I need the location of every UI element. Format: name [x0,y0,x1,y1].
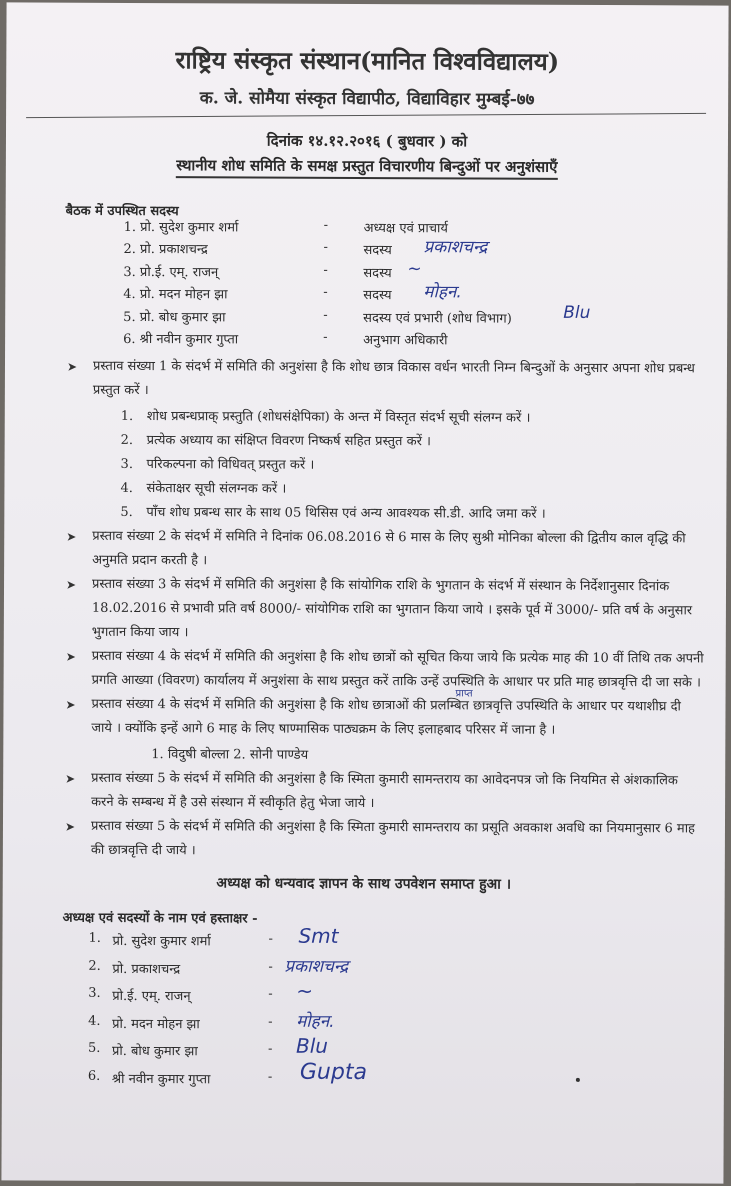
proposal-5 [63,688,703,770]
proposal-3 [64,573,704,648]
member-role: सदस्य [363,288,392,304]
proposal-text: प्रस्ताव संख्या 5 के संदर्भ में समिति की अनुशंसा है कि स्मिता कुमारी सामन्तराय का प्रसूति अवकाश अवधि का नियमानुसार 6 माह की छात्रवृत्ति दी जाये । [90,818,696,859]
signatory-signature: मोहन. [296,1011,335,1032]
proposal-2 [64,525,704,576]
signatory-row: 5. प्रो. बोध कुमार झा - Blu [87,1033,329,1060]
proposal-7 [63,815,703,866]
proposal-1 [64,355,705,528]
arrow-bullet-icon: ➤ [65,649,76,664]
signatory-name: प्रो. प्रकाशचन्द्र [112,961,181,977]
signatory-signature: Blu [295,1033,329,1058]
handwritten-insert: प्राप्त [455,688,473,700]
proposal-text: प्रस्ताव संख्या 4 के संदर्भ में समिति की अनुशंसा है कि शोध छात्रों को सूचित किया जाये कि प्रत्येक माह की 10 वीं तिथि तक अपनी प्रगति आख्या (विवरण) कार्यालय में अनुशंसा के साथ प्रस्तुत करें ताकि उन्हें उपस्थिति के आधार पर प्रति माह छात्रवृत्ति दी जा सके । [91,648,704,691]
attendance-heading: बैठक में उपस्थित सदस्य [65,203,179,220]
member-role: अध्यक्ष एवं प्राचार्य [363,220,448,237]
meeting-date: दिनांक १४.१२.२०१६ ( बुधवार ) को [266,131,468,151]
proposal-text: प्रस्ताव संख्या 3 के संदर्भ में समिति की अनुशंसा है कि सांयोगिक राशि के भुगतान के संदर्भ में संस्थान के निर्देशानुसार दिनांक 18.02.2016 से प्रभावी प्रति वर्ष 8000/- सांयोगिक राशि का भुगतान किया जाये । इसके पूर्व में 3000/- प्रति वर्ष के अनुसार भुगतान किया जाय । [91,576,693,641]
proposals-section [63,355,705,866]
member-signature: Blu [563,302,591,323]
member-dash: - [323,284,328,301]
member-row [123,329,683,354]
list-item: 2. प्रत्येक अध्याय का संक्षिप्त विवरण निष्कर्ष सहित प्रस्तुत करें । [120,432,432,450]
list-item: 4. संकेताक्षर सूची संलग्नक करें । [120,480,287,497]
member-name: 4. प्रो. मदन मोहन झा [123,287,228,303]
signatory-name: प्रो. सुदेश कुमार शर्मा [112,933,211,950]
proposal-sublist [151,743,703,769]
member-name: 6. श्री नवीन कुमार गुप्ता [123,331,239,348]
arrow-bullet-icon: ➤ [65,771,76,786]
member-role: सदस्य [363,265,392,281]
list-item: 3. परिकल्पना को विधिवत् प्रस्तुत करें । [120,456,315,473]
signatory-row: 6. श्री नवीन कुमार गुप्ता - Gupta [87,1059,368,1087]
list-item: 1. शोध प्रबन्धप्राक् प्रस्तुति (शोधसंक्षेपिका) के अन्त में विस्तृत संदर्भ सूची संलग्न करें । [120,408,531,426]
member-name: 2. प्रो. प्रकाशचन्द्र [123,242,208,258]
signatory-row: 2. प्रो. प्रकाशचन्द्र - प्रकाशचन्द्र [88,958,588,988]
arrow-bullet-icon: ➤ [65,697,76,712]
member-dash: - [323,262,328,278]
member-row [123,302,683,332]
ink-dot [576,1078,580,1082]
meeting-subject [6,154,728,177]
signatory-name: श्री नवीन कुमार गुप्ता [111,1071,211,1087]
signatory-signature: ~ [296,978,314,1003]
campus-title: क. जे. सोमैया संस्कृत विद्यापीठ, विद्याविहार मुम्बई-७७ [199,88,535,110]
member-row [123,284,683,309]
signatory-signature: Gupta [299,1059,368,1085]
proposal-text: प्रस्ताव संख्या 5 के संदर्भ में समिति की अनुशंसा है कि स्मिता कुमारी सामन्तराय का आवेदनपत्र जो कि नियमित से अंशकालिक करने के सम्बन्ध में है उसे संस्थान में स्वीकृति हेतु भेजा जाये । [91,770,678,812]
list-item: 1. विदुषी बोल्ला 2. सोनी पाण्डेय [151,747,309,763]
signatory-name: प्रो. मदन मोहन झा [112,1016,200,1032]
attendance-list [123,217,684,354]
signatory-row: 3. प्रो.ई. एम्. राजन् - ~ [88,978,314,1005]
member-row [123,258,683,287]
member-dash: - [323,240,328,256]
closing-statement: अध्यक्ष को धन्यवाद ज्ञापन के साथ उपवेशन समाप्त हुआ । [216,875,512,893]
member-signature: मोहन. [423,282,462,303]
signatories-list [87,923,589,1098]
signatory-row: 4. प्रो. मदन मोहन झा - मोहन. [88,1013,588,1043]
arrow-bullet-icon: ➤ [66,359,78,374]
document-page [1,2,728,1183]
member-role: सदस्य [363,243,392,259]
proposal-text: प्रस्ताव संख्या 4 के संदर्भ में समिति की अनुशंसा है कि शोध छात्राओं की प्रलम्बित छात्रवृत्ति उपस्थिति के आधार पर यथाशीघ्र दी जाये । क्योंकि इन्हें आगे 6 माह के लिए षाण्मासिक पाठ्यक्रम के लिए इलाहबाद परिसर में जाना है । [91,696,681,738]
proposal-4 [64,645,704,696]
list-item: 5. पाँच शोध प्रबन्ध सार के साथ 05 थिसिस एवं अन्य आवश्यक सी.डी. आदि जमा करें । [120,504,546,522]
proposal-text: प्रस्ताव संख्या 1 के संदर्भ में समिति की अनुशंसा है कि शोध छात्र विकास वर्धन भारती निम्न बिन्दुओं के अनुसार अपना शोध प्रबन्ध प्रस्तुत करें । [92,358,695,399]
member-dash: - [323,217,329,233]
member-row [123,239,683,264]
signatory-name: प्रो. बोध कुमार झा [111,1043,198,1060]
proposal-text: प्रस्ताव संख्या 2 के संदर्भ में समिति ने दिनांक 06.08.2016 से 6 मास के लिए सुश्री मोनिका बोल्ला की द्वितीय काल वृद्धि की अनुमति प्रदान करती है । [92,528,686,569]
member-name: 1. प्रो. सुदेश कुमार शर्मा [123,219,239,236]
member-role: अनुभाग अधिकारी [363,332,448,349]
meeting-subject-text: स्थानीय शोध समिति के समक्ष प्रस्तुत विचारणीय बिन्दुओं पर अनुशंसाएँ [176,156,557,180]
arrow-bullet-icon: ➤ [66,577,77,592]
signatory-row: 1. प्रो. सुदेश कुमार शर्मा - Smt [88,923,339,950]
member-signature: ~ [407,258,422,280]
member-role: सदस्य एवं प्रभारी (शोध विभाग) [363,310,512,327]
member-dash: - [323,329,328,345]
member-name: 5. प्रो. बोध कुमार झा [123,309,226,325]
signatory-signature: Smt [298,923,339,948]
signatories-heading: अध्यक्ष एवं सदस्यों के नाम एवं हस्ताक्षर - [62,910,258,927]
institute-title: राष्ट्रिय संस्कृत संस्थान(मानित विश्वविद्यालय) [175,45,560,76]
member-name: 3. प्रो.ई. एम्. राजन् [123,264,219,281]
member-signature: प्रकाशचन्द्र [423,237,488,258]
member-row [124,217,684,242]
member-dash: - [323,307,328,323]
arrow-bullet-icon: ➤ [64,819,76,834]
signatory-signature: प्रकाशचन्द्र [284,956,349,977]
proposal-sublist [120,405,705,528]
header-divider [26,113,706,118]
signatory-name: प्रो.ई. एम्. राजन् [112,988,191,1005]
proposal-6 [63,767,703,818]
arrow-bullet-icon: ➤ [66,529,77,544]
